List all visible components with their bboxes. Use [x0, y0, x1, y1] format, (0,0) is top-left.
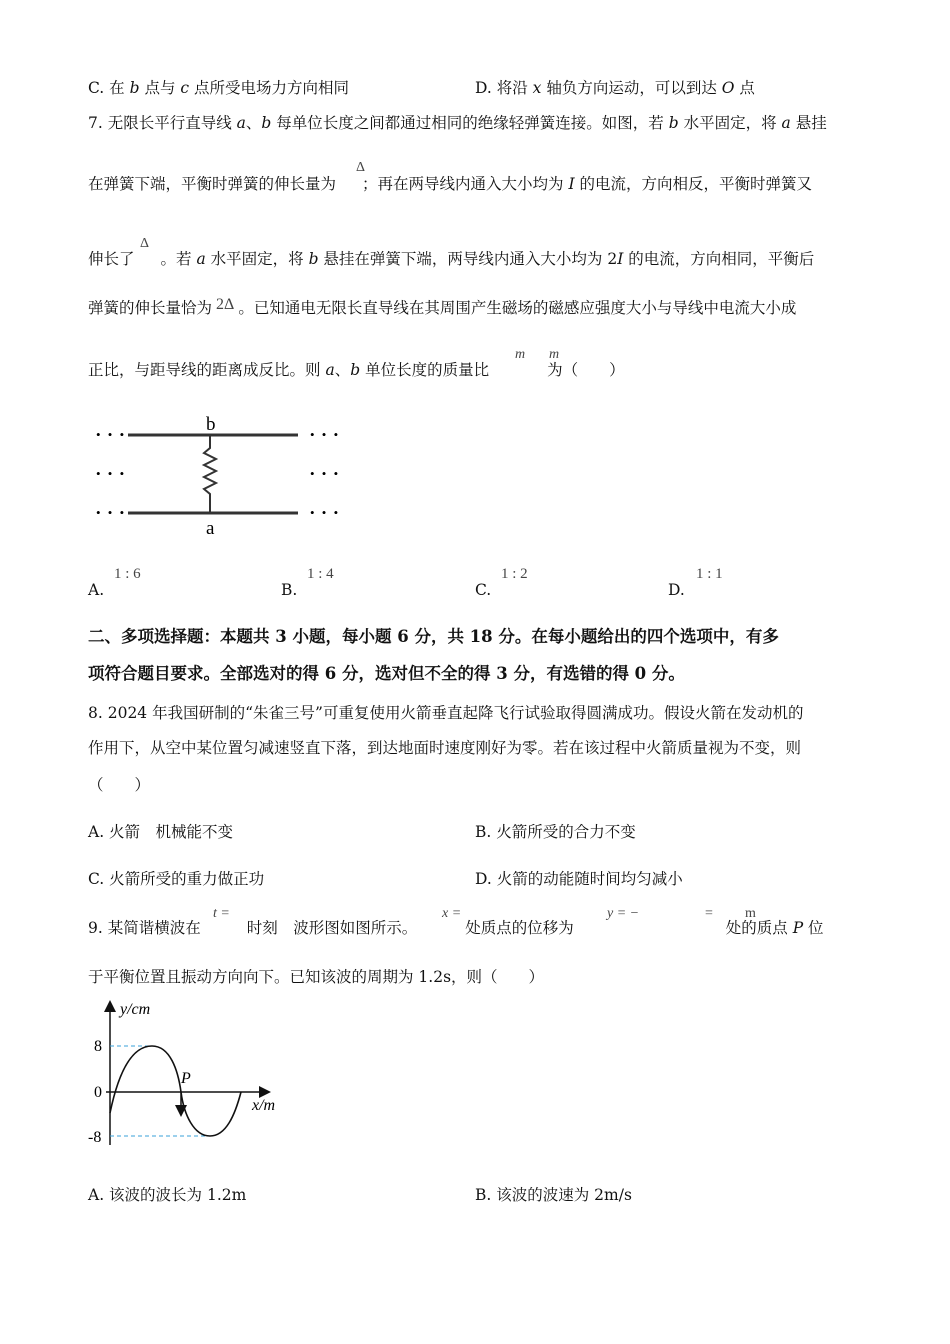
q8-option-c: C. 火箭所受的重力做正功 [88, 870, 265, 888]
tick-neg8: -8 [88, 1129, 102, 1146]
q9-formula-x: x = [442, 906, 462, 921]
q9-option-a: A. 该波的波长为 1.2m [88, 1186, 247, 1204]
q8-option-b: B. 火箭所受的合力不变 [475, 823, 636, 841]
q6-option-d: D. 将沿 x 轴负方向运动，可以到达 O 点 [475, 79, 755, 97]
q8-line-3: （ ） [88, 776, 151, 794]
q7-option-a-letter: A. [88, 581, 105, 599]
tick-0: 0 [94, 1084, 102, 1101]
q7-line-5: 正比，与距导线的距离成反比。则 a、b 单位长度的质量比 为（ ） [88, 361, 625, 379]
label-a: a [206, 518, 215, 538]
wave-curve [110, 1046, 241, 1136]
q9-option-b: B. 该波的波速为 2m/s [475, 1186, 632, 1204]
q7-line-2: 在弹簧下端，平衡时弹簧的伸长量为 ；再在两导线内通入大小均为 I 的电流，方向相反，平衡时弹簧又 [88, 175, 813, 193]
q8-line-1: 8. 2024 年我国研制的“朱雀三号”可重复使用火箭垂直起降飞行试验取得圆满成功。假设火箭在发动机的 [88, 704, 804, 722]
q7-wires-figure [88, 408, 348, 538]
q7-line-4: 弹簧的伸长量恰为 2Δ 。已知通电无限长直导线在其周围产生磁场的磁感应强度大小与导线中电流大小成 [88, 296, 797, 317]
q6-option-c: C. 在 b 点与 c 点所受电场力方向相同 [88, 79, 350, 97]
q7-option-c-letter: C. [475, 581, 492, 599]
q8-option-a: A. 火箭 机械能不变 [88, 823, 234, 841]
q9-wave-graph [80, 995, 310, 1155]
q9-formula-eq: = [705, 906, 713, 921]
x-axis-label: x/m [252, 1097, 276, 1114]
q9-formula-t: t = [213, 906, 230, 921]
dots-left-bottom: • • • [96, 505, 127, 520]
label-b: b [206, 414, 216, 435]
q7-option-a-value: 1 : 6 [114, 566, 141, 582]
q8-option-d: D. 火箭的动能随时间均匀减小 [475, 870, 683, 888]
q7-option-d-letter: D. [668, 581, 685, 599]
spring [204, 435, 216, 513]
q7-mass-m2: m [549, 347, 560, 362]
section2-header-line-1: 二、多项选择题：本题共 3 小题，每小题 6 分，共 18 分。在每小题给出的四个选项中，有多 [88, 627, 779, 646]
point-p-label: P [181, 1070, 191, 1087]
q7-delta-1: Δ [356, 160, 366, 175]
q7-option-d-value: 1 : 1 [696, 566, 723, 582]
tick-8: 8 [94, 1038, 102, 1055]
dots-right-mid: • • • [310, 466, 341, 481]
q7-option-b-letter: B. [281, 581, 298, 599]
q7-line-1: 7. 无限长平行直导线 a、b 每单位长度之间都通过相同的绝缘轻弹簧连接。如图，若 b 水平固定，将 a 悬挂 [88, 114, 827, 132]
q7-option-b-value: 1 : 4 [307, 566, 334, 582]
dots-left-top: • • • [96, 427, 127, 442]
y-axis-label: y/cm [120, 1001, 151, 1018]
dots-left-mid: • • • [96, 466, 127, 481]
q9-line-1: 9. 某简谐横波在 时刻 波形图如图所示。 处质点的位移为 处的质点 P 位 [88, 919, 824, 937]
q7-two-delta: 2Δ [216, 296, 235, 313]
dots-right-bottom: • • • [310, 505, 341, 520]
q9-formula-y: y = − [607, 906, 640, 921]
q9-formula-m: m [745, 906, 756, 921]
dots-right-top: • • • [310, 427, 341, 442]
q7-line-3: 伸长了 。若 a 水平固定，将 b 悬挂在弹簧下端，两导线内通入大小均为 2I 的电流，方向相同，平衡后 [88, 250, 815, 268]
q9-line-2: 于平衡位置且振动方向向下。已知该波的周期为 1.2s，则（ ） [88, 968, 545, 986]
q7-delta-2: Δ [140, 236, 150, 251]
q7-option-c-value: 1 : 2 [501, 566, 528, 582]
section2-header-line-2: 项符合题目要求。全部选对的得 6 分，选对但不全的得 3 分，有选错的得 0 分。 [88, 664, 685, 683]
q8-line-2: 作用下，从空中某位置匀减速竖直下落，到达地面时速度刚好为零。若在该过程中火箭质量视为不变，则 [88, 739, 802, 757]
q7-mass-m1: m [515, 347, 526, 362]
